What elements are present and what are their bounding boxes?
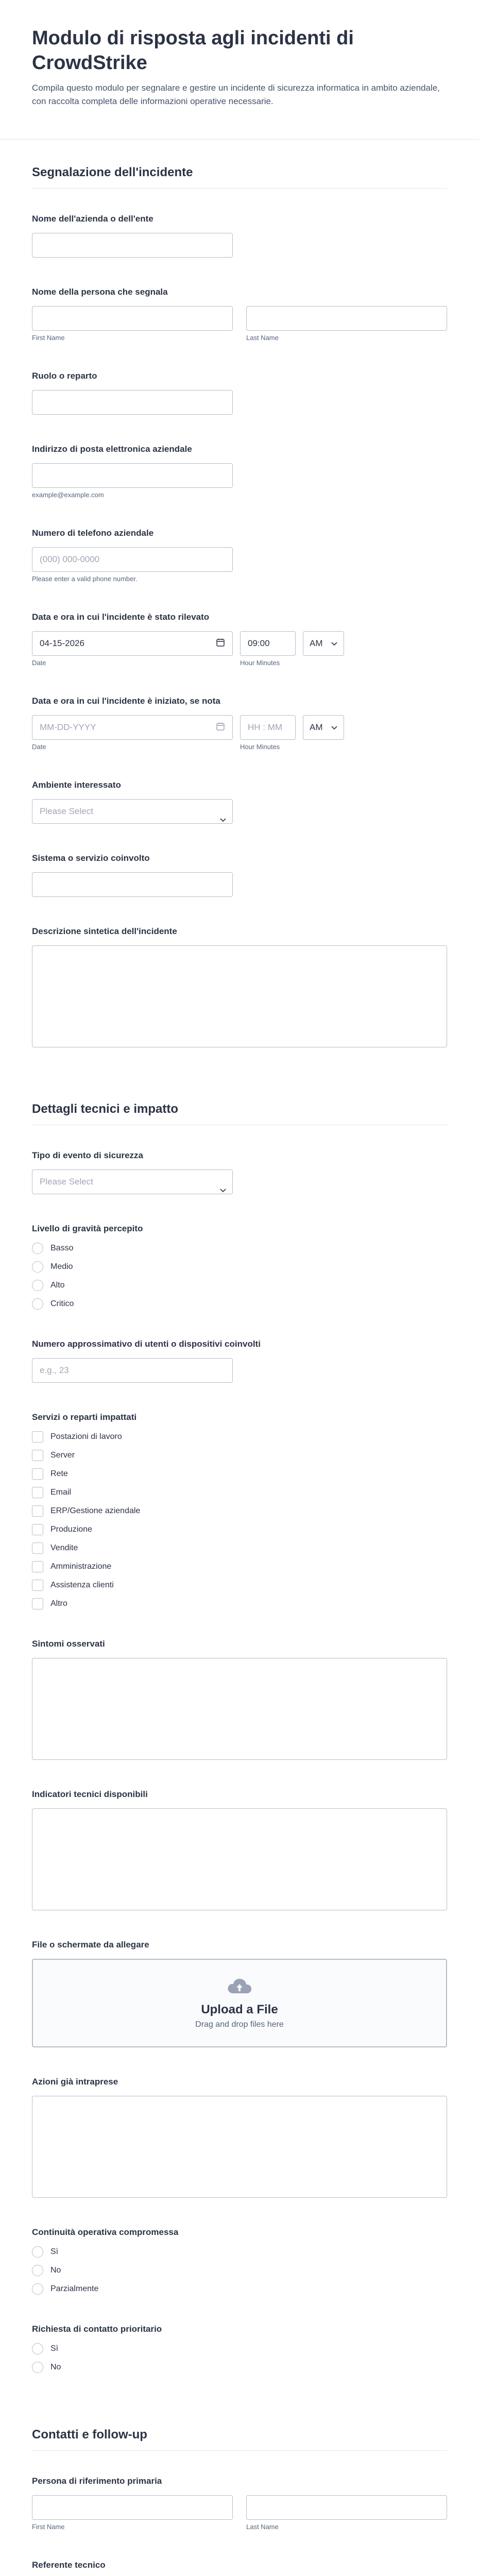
field-system: [32, 853, 447, 897]
section-title: Segnalazione dell'incidente: [32, 165, 193, 179]
section-title: Contatti e follow-up: [32, 2428, 147, 2442]
field-detected-datetime: [32, 612, 447, 667]
section-header: [32, 2402, 447, 2451]
option-label: No: [50, 2363, 61, 2371]
radio-option[interactable]: [32, 2265, 447, 2276]
field-indicators: [32, 1789, 447, 1910]
ampm-value: AM: [310, 722, 323, 732]
field-environment: [32, 779, 447, 824]
field-severity: [32, 1223, 447, 1310]
option-label: Server: [50, 1451, 75, 1460]
started-time-input[interactable]: HH : MM: [240, 715, 296, 740]
email-field[interactable]: [32, 463, 233, 488]
first-name-input[interactable]: [32, 2495, 233, 2520]
section-incident-report: [0, 140, 479, 1047]
checkbox[interactable]: [32, 1543, 43, 1554]
email-sublabel: example@example.com: [32, 491, 104, 499]
chevron-down-icon: [331, 638, 337, 649]
date-placeholder: MM-DD-YYYY: [40, 722, 96, 732]
detected-time-input[interactable]: 09:00: [240, 631, 296, 656]
radio-option[interactable]: [32, 1280, 447, 1291]
field-email: [32, 444, 447, 499]
radio-option[interactable]: [32, 2343, 447, 2354]
field-label: Livello di gravità percepito: [32, 1224, 143, 1233]
checkbox[interactable]: [32, 1598, 43, 1609]
symptoms-textarea[interactable]: [32, 1658, 447, 1760]
calendar-icon[interactable]: [216, 638, 225, 650]
field-impacted-services: [32, 1412, 447, 1609]
field-label: Nome della persona che segnala: [32, 287, 168, 297]
detected-date-input[interactable]: [32, 631, 233, 656]
checkbox-option[interactable]: [32, 1524, 447, 1535]
radio-option[interactable]: [32, 1261, 447, 1273]
field-label: Indirizzo di posta elettronica aziendale: [32, 444, 192, 454]
field-label: Sintomi osservati: [32, 1639, 105, 1649]
field-label: File o schermate da allegare: [32, 1940, 149, 1950]
last-name-sublabel: Last Name: [246, 2523, 279, 2531]
detected-ampm-select[interactable]: [303, 631, 344, 656]
section-header: [32, 1076, 447, 1125]
checkbox[interactable]: [32, 1450, 43, 1461]
field-label: Data e ora in cui l'incidente è iniziato, se nota: [32, 696, 220, 706]
form-title: Modulo di risposta agli incidenti di CrowdStrike: [32, 27, 354, 74]
field-label: Ruolo o reparto: [32, 371, 97, 381]
option-label: Amministrazione: [50, 1562, 112, 1571]
field-label: Data e ora in cui l'incidente è stato rilevato: [32, 612, 210, 622]
field-label: Azioni già intraprese: [32, 2077, 118, 2087]
option-label: No: [50, 2266, 61, 2275]
summary-textarea[interactable]: [32, 945, 447, 1047]
checkbox-option[interactable]: [32, 1561, 447, 1572]
upload-title: Upload a File: [201, 2003, 278, 2016]
checkbox-option[interactable]: [32, 1598, 447, 1609]
field-started-datetime: [32, 696, 447, 751]
form-header: [0, 0, 479, 140]
last-name-sublabel: Last Name: [246, 334, 279, 342]
first-name-sublabel: First Name: [32, 2523, 65, 2531]
option-label: Critico: [50, 1299, 74, 1308]
checkbox-option[interactable]: [32, 1450, 447, 1461]
field-label: Richiesta di contatto prioritario: [32, 2324, 162, 2334]
indicators-textarea[interactable]: [32, 1808, 447, 1910]
time-sublabel: Hour Minutes: [240, 743, 280, 751]
field-continuity: [32, 2227, 447, 2295]
field-actions-taken: [32, 2076, 447, 2198]
date-sublabel: Date: [32, 743, 46, 751]
radio-option[interactable]: [32, 1298, 447, 1310]
time-sublabel: Hour Minutes: [240, 659, 280, 667]
option-label: Sì: [50, 2247, 59, 2256]
checkbox-option[interactable]: [32, 1505, 447, 1517]
last-name-input[interactable]: [246, 2495, 447, 2520]
field-label: Indicatori tecnici disponibili: [32, 1789, 148, 1799]
field-reporter-name: [32, 286, 447, 342]
radio-button[interactable]: [32, 2343, 43, 2354]
radio-button[interactable]: [32, 1280, 43, 1291]
option-label: Medio: [50, 1262, 73, 1271]
affected-count-input[interactable]: e.g., 23: [32, 1358, 233, 1383]
option-label: Basso: [50, 1244, 74, 1252]
field-summary: [32, 926, 447, 1047]
field-label: Tipo di evento di sicurezza: [32, 1150, 144, 1160]
radio-button[interactable]: [32, 1261, 43, 1273]
radio-option[interactable]: [32, 1243, 447, 1254]
option-label: Alto: [50, 1281, 65, 1290]
field-attachments: [32, 1939, 447, 2047]
environment-select[interactable]: [32, 799, 233, 824]
radio-button[interactable]: [32, 2362, 43, 2373]
checkbox[interactable]: [32, 1487, 43, 1498]
chevron-down-icon: [220, 808, 225, 813]
select-placeholder: Please Select: [40, 1177, 93, 1187]
option-label: Postazioni di lavoro: [50, 1432, 122, 1441]
radio-button[interactable]: [32, 1243, 43, 1254]
field-symptoms: [32, 1638, 447, 1760]
field-label: Numero di telefono aziendale: [32, 528, 154, 538]
date-sublabel: Date: [32, 659, 46, 667]
field-label: Referente tecnico: [32, 2560, 106, 2570]
option-label: Parzialmente: [50, 2284, 99, 2293]
radio-button[interactable]: [32, 1298, 43, 1310]
field-role: [32, 370, 447, 415]
field-label: Continuità operativa compromessa: [32, 2227, 179, 2237]
field-label: Persona di riferimento primaria: [32, 2476, 162, 2486]
system-input[interactable]: [32, 872, 233, 897]
field-label: Servizi o reparti impattati: [32, 1412, 137, 1422]
field-affected-count: [32, 1338, 447, 1383]
checkbox[interactable]: [32, 1561, 43, 1572]
checkbox-option[interactable]: [32, 1487, 447, 1498]
field-phone: [32, 528, 447, 583]
event-type-select[interactable]: [32, 1170, 233, 1194]
radio-option[interactable]: [32, 2362, 447, 2373]
ampm-value: AM: [310, 638, 323, 648]
started-date-input[interactable]: [32, 715, 233, 740]
last-name-input[interactable]: [246, 306, 447, 331]
form-description: Compila questo modulo per segnalare e gestire un incidente di sicurezza informatica in ambito aziendale, con raccolta completa delle informazioni operative necessarie.: [32, 83, 440, 106]
checkbox[interactable]: [32, 1505, 43, 1517]
radio-button[interactable]: [32, 2283, 43, 2295]
field-event-type: [32, 1150, 447, 1194]
radio-option[interactable]: [32, 2246, 447, 2258]
section-technical-details: [0, 1076, 479, 2373]
checkbox[interactable]: [32, 1468, 43, 1480]
option-label: Rete: [50, 1469, 68, 1478]
radio-button[interactable]: [32, 2246, 43, 2258]
option-label: Assistenza clienti: [50, 1581, 114, 1589]
select-placeholder: Please Select: [40, 806, 93, 816]
checkbox-option[interactable]: [32, 1468, 447, 1480]
option-label: Sì: [50, 2344, 59, 2353]
checkbox-option[interactable]: [32, 1431, 447, 1443]
field-primary-contact: [32, 2476, 447, 2531]
checkbox[interactable]: [32, 1431, 43, 1443]
field-label: Sistema o servizio coinvolto: [32, 853, 150, 863]
checkbox[interactable]: [32, 1524, 43, 1535]
first-name-sublabel: First Name: [32, 334, 65, 342]
checkbox-option[interactable]: [32, 1543, 447, 1554]
field-label: Descrizione sintetica dell'incidente: [32, 926, 177, 936]
radio-button[interactable]: [32, 2265, 43, 2276]
section-contacts: [0, 2402, 479, 2576]
checkbox-option[interactable]: [32, 1580, 447, 1591]
file-upload-dropzone[interactable]: [32, 1959, 447, 2047]
phone-input[interactable]: (000) 000-0000: [32, 547, 233, 572]
date-value: 04-15-2026: [40, 638, 84, 648]
chevron-down-icon: [331, 722, 337, 733]
started-ampm-select[interactable]: [303, 715, 344, 740]
option-label: Email: [50, 1488, 72, 1497]
role-input[interactable]: [32, 390, 233, 415]
section-header: [32, 140, 447, 189]
option-label: Altro: [50, 1599, 67, 1608]
calendar-icon[interactable]: [216, 722, 225, 734]
field-priority-contact: [32, 2324, 447, 2373]
company-input[interactable]: [32, 233, 233, 258]
field-label: Nome dell'azienda o dell'ente: [32, 214, 153, 224]
section-title: Dettagli tecnici e impatto: [32, 1102, 179, 1116]
radio-option[interactable]: [32, 2283, 447, 2295]
actions-textarea[interactable]: [32, 2096, 447, 2198]
field-tech-contact: [32, 2560, 447, 2576]
upload-subtitle: Drag and drop files here: [195, 2020, 284, 2029]
option-label: Vendite: [50, 1544, 78, 1552]
first-name-input[interactable]: [32, 306, 233, 331]
option-label: Produzione: [50, 1525, 92, 1534]
field-company: [32, 213, 447, 258]
field-label: Ambiente interessato: [32, 780, 121, 790]
field-label: Numero approssimativo di utenti o dispositivi coinvolti: [32, 1339, 261, 1349]
phone-sublabel: Please enter a valid phone number.: [32, 575, 138, 583]
cloud-upload-icon: [226, 1977, 253, 1997]
option-label: ERP/Gestione aziendale: [50, 1506, 141, 1515]
chevron-down-icon: [220, 1178, 225, 1183]
checkbox[interactable]: [32, 1580, 43, 1591]
